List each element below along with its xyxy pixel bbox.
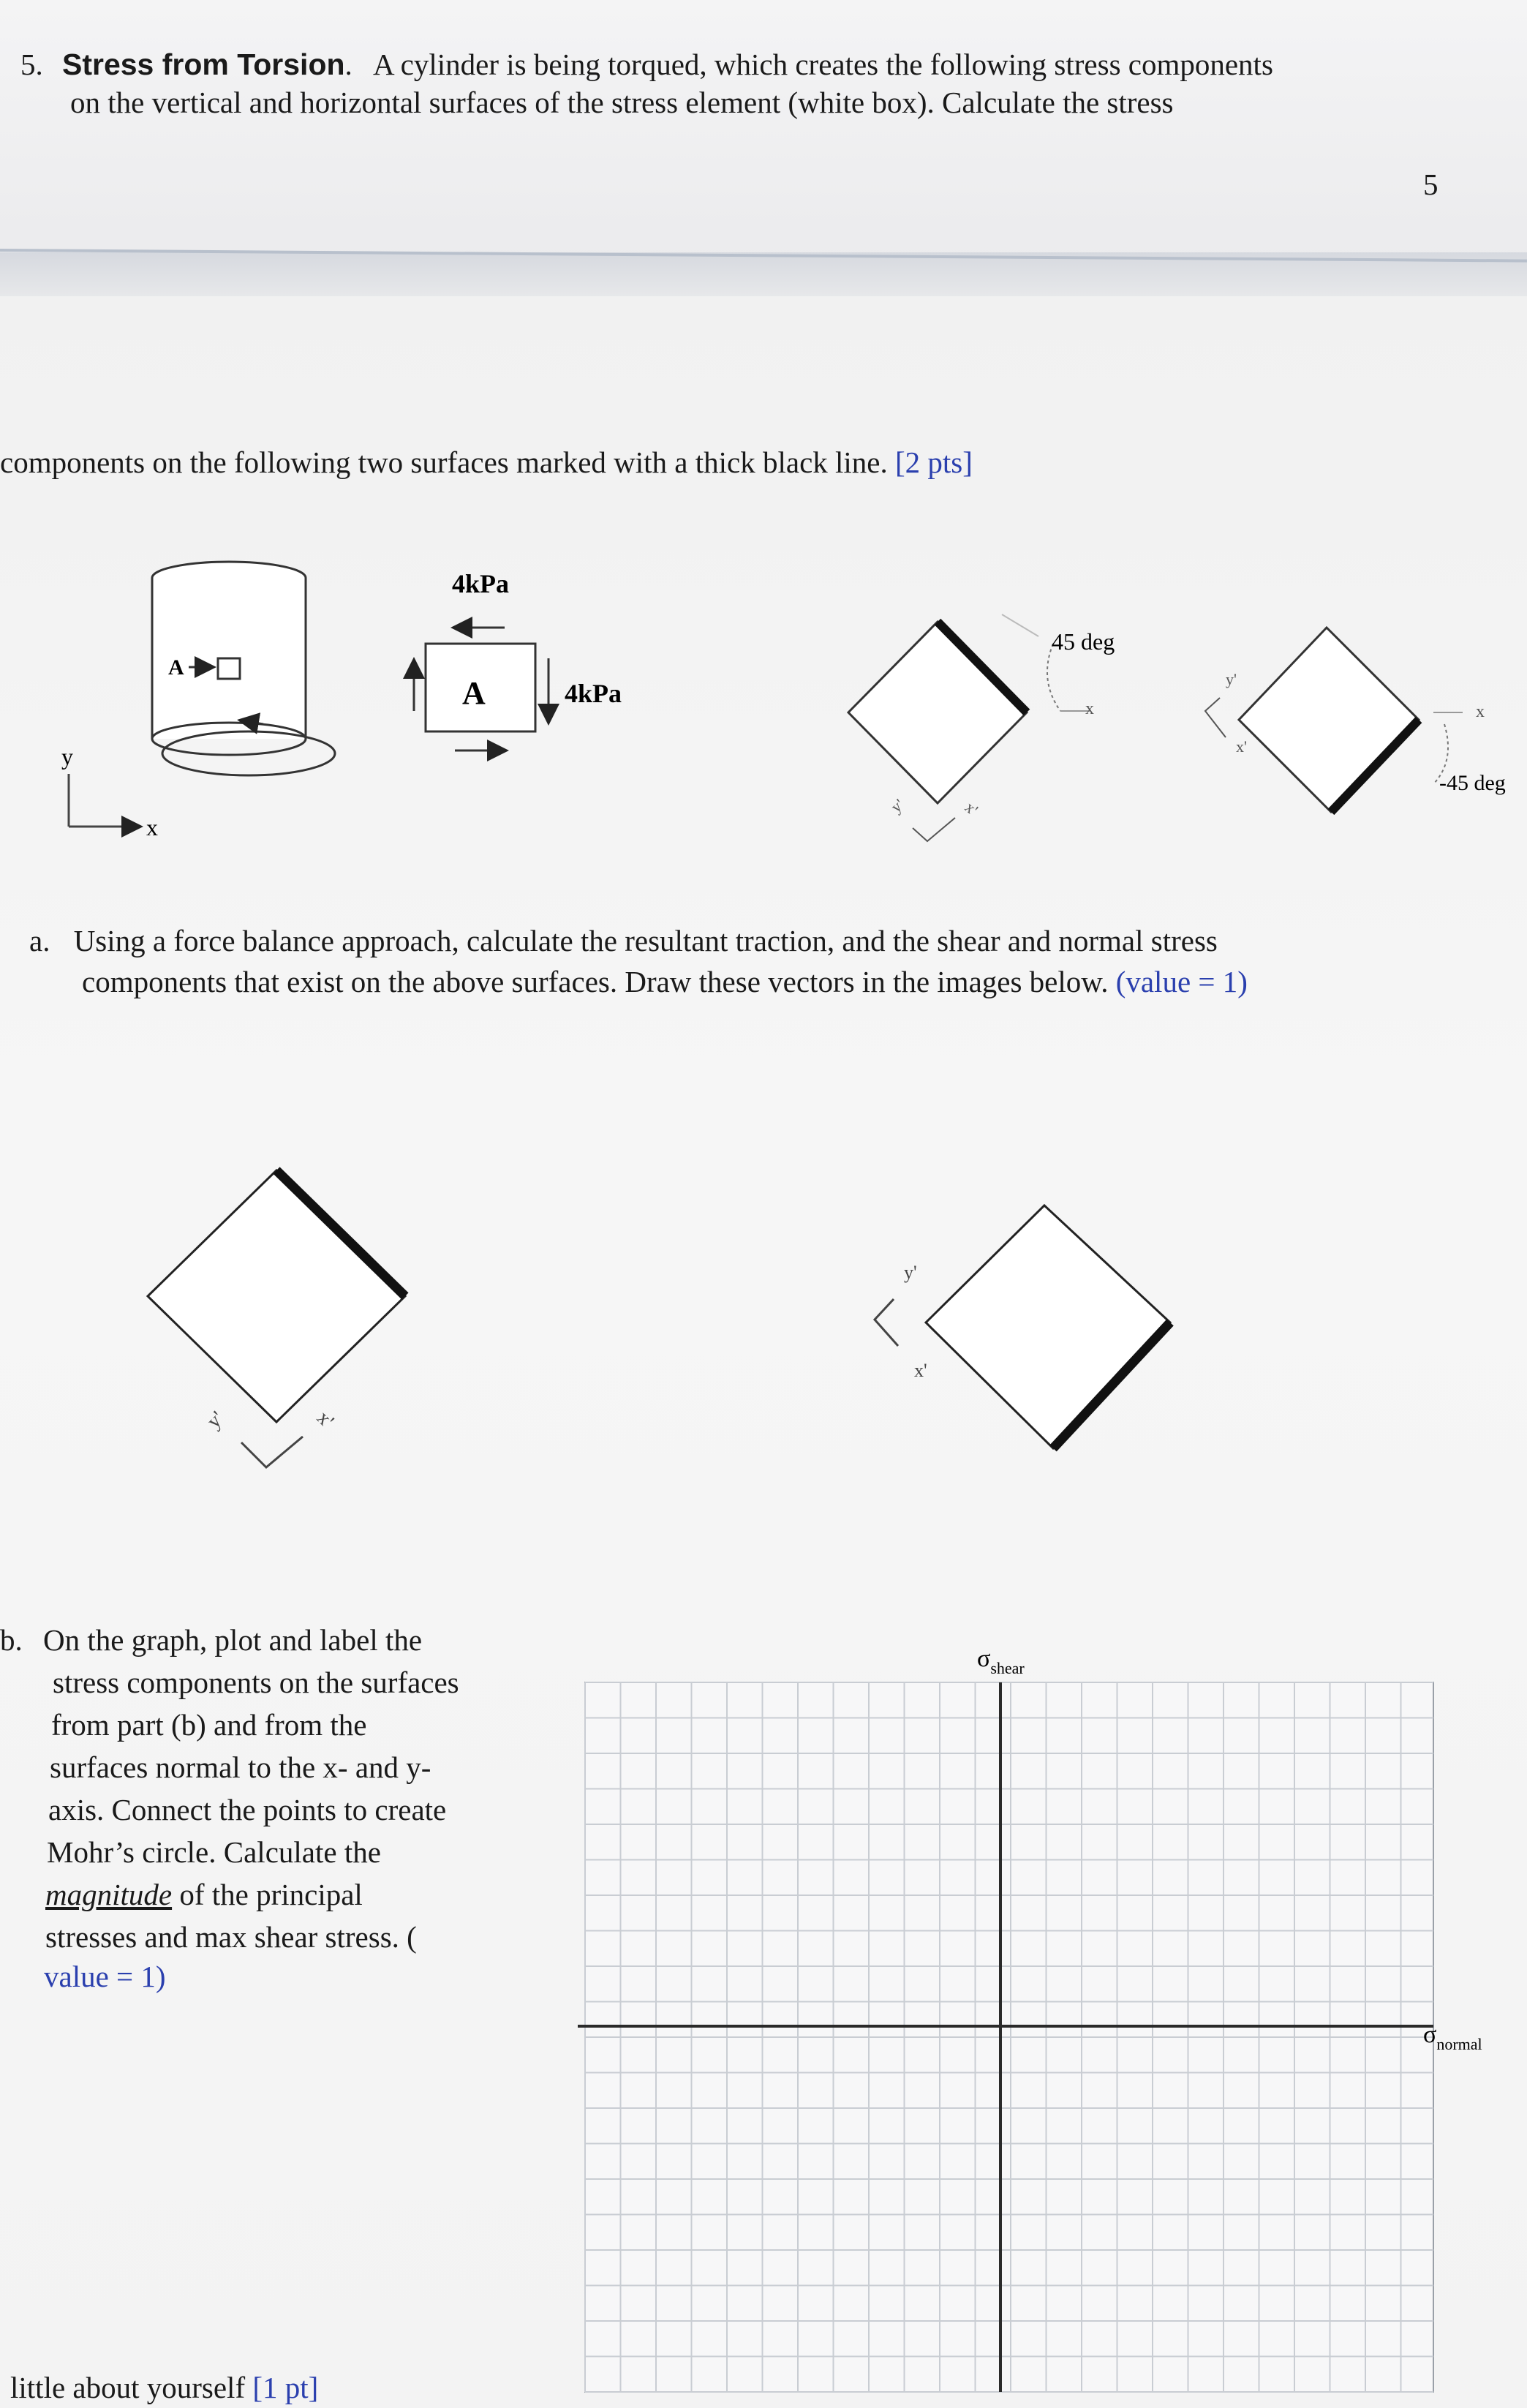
answer-element-pos45 <box>148 1170 405 1467</box>
part-a-line-2 <box>82 964 1248 999</box>
answer-element-neg45 <box>875 1205 1170 1448</box>
footer-cut-text <box>10 2370 318 2405</box>
mohr-graph <box>570 1638 1527 2408</box>
part-b-line-3: from part (b) and from the <box>51 1708 367 1742</box>
axis-x-label: x <box>146 814 158 840</box>
rotated-element-pos45 <box>848 614 1115 841</box>
part-b-line-8: stresses and max shear stress. ( <box>45 1920 417 1954</box>
answer-y-prime-label: y' <box>203 1407 229 1433</box>
part-b-line-4: surfaces normal to the x- and y- <box>50 1750 431 1784</box>
rot-y-prime-label: y' <box>887 795 908 816</box>
part-b-line-2: stress components on the surfaces <box>53 1666 459 1699</box>
magnitude-word: magnitude <box>45 1878 173 1911</box>
question-number: 5. <box>20 48 43 81</box>
cylinder-point-label: A <box>168 655 184 680</box>
xy-axes <box>61 743 158 840</box>
page-sheet-top <box>0 0 1527 263</box>
part-a-text-1: Using a force balance approach, calculate the resultant traction, and the shear and normal stress <box>73 924 1218 957</box>
angle-pos-label: 45 deg <box>1052 628 1115 655</box>
part-b-line-7 <box>45 1877 363 1912</box>
footer-cut-text-main: little about yourself <box>10 2371 246 2404</box>
element-label: A <box>462 675 486 711</box>
answer-elements <box>0 1141 1527 1485</box>
side-stress-label: 4kPa <box>565 679 622 708</box>
rot-y-prime-label-2: y' <box>1226 670 1237 688</box>
answer-x-prime-label-2: x' <box>914 1360 927 1381</box>
footer-cut-points: [1 pt] <box>252 2371 319 2404</box>
normal-axis-label: $\sigma_{normal}$ <box>1423 2021 1482 2053</box>
question-title: Stress from Torsion <box>62 48 345 81</box>
question-line-1 <box>20 47 1273 82</box>
part-a-value: (value = 1) <box>1115 965 1248 998</box>
part-b-value: value = 1) <box>44 1960 166 1993</box>
rot-x-prime-label: x' <box>961 797 982 819</box>
shear-axis-label: $\sigma_{shear}$ <box>977 1645 1025 1677</box>
graph-grid <box>585 1682 1433 2392</box>
question-title-period: . <box>344 48 352 81</box>
angle-neg-label: -45 deg <box>1439 771 1506 795</box>
answer-x-prime-label: x' <box>312 1407 339 1433</box>
question-intro-line-3-text: components on the following two surfaces marked with a thick black line. <box>0 445 888 479</box>
part-b-text-7: of the principal <box>172 1878 363 1911</box>
question-intro-line-3 <box>0 445 973 480</box>
rotated-element-neg45 <box>1205 628 1506 812</box>
rot-x-prime-label-2: x' <box>1236 737 1247 756</box>
stress-element <box>414 569 622 750</box>
cylinder-drawing <box>152 562 335 775</box>
axis-y-label: y <box>61 743 73 770</box>
rot-axis-x-label: x <box>1085 699 1094 718</box>
part-a-line-1 <box>29 923 1218 958</box>
element-square-icon <box>218 658 240 679</box>
question-intro-line-1: A cylinder is being torqued, which creates the following stress components <box>373 48 1273 81</box>
part-a-label: a. <box>29 924 50 957</box>
part-a-text-2: components that exist on the above surfaces. Draw these vectors in the images below. <box>82 965 1109 998</box>
rot-axis-x-label-2: x <box>1476 702 1485 721</box>
question-intro-line-2: on the vertical and horizontal surfaces of the stress element (white box). Calculate the stress <box>70 86 1174 119</box>
part-b-text-1: On the graph, plot and label the <box>43 1623 423 1657</box>
question-points: [2 pts] <box>895 445 973 479</box>
answer-y-prime-label-2: y' <box>904 1262 917 1283</box>
stress-figure <box>0 541 1527 849</box>
page-number: 5 <box>1423 168 1439 201</box>
part-b-line-5: axis. Connect the points to create <box>48 1793 447 1826</box>
part-b-line-6: Mohr’s circle. Calculate the <box>47 1835 381 1869</box>
part-b-line-1 <box>0 1622 422 1658</box>
part-b-label: b. <box>0 1623 23 1657</box>
top-stress-label: 4kPa <box>452 569 510 598</box>
